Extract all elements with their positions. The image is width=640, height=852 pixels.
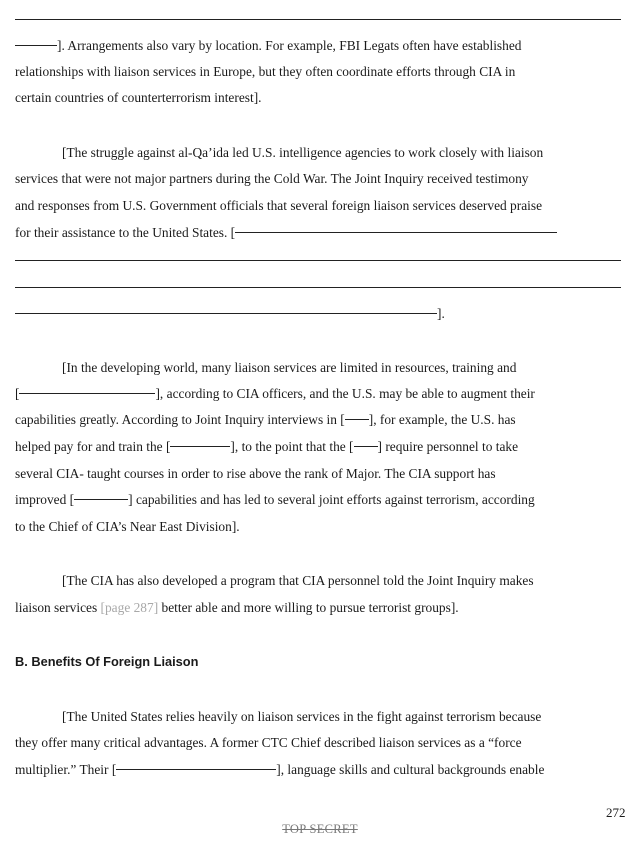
paragraph-3-line-5: several CIA- taught courses in order to rise above the rank of Major. The CIA support has	[15, 466, 496, 481]
paragraph-3-line-3: capabilities greatly. According to Joint Inquiry interviews in [ ], for example, the U.S. has	[15, 412, 516, 427]
page-number: 272	[606, 805, 626, 820]
section-heading: B. Benefits Of Foreign Liaison	[15, 654, 199, 669]
paragraph-4-line-1: [The CIA has also developed a program that CIA personnel told the Joint Inquiry makes	[62, 573, 534, 588]
redaction-bar	[74, 499, 128, 500]
redaction-bar	[235, 232, 557, 233]
redaction-bar	[345, 419, 369, 420]
paragraph-2-line-2: services that were not major partners during the Cold War. The Joint Inquiry received testimony	[15, 171, 529, 186]
paragraph-5-line-1: [The United States relies heavily on liaison services in the fight against terrorism because	[62, 709, 542, 724]
page-reference: [page 287]	[100, 600, 159, 615]
redaction-bar	[116, 769, 276, 770]
redaction-bar	[19, 393, 155, 394]
paragraph-5-line-2: they offer many critical advantages. A former CTC Chief described liaison services as a “force	[15, 735, 522, 750]
paragraph-1-line-2: relationships with liaison services in Europe, but they often coordinate efforts through CIA in	[15, 64, 516, 79]
paragraph-2-line-4: for their assistance to the United States. [	[15, 220, 625, 246]
paragraph-4-line-2: liaison services [page 287] better able and more willing to pursue terrorist groups].	[15, 600, 459, 615]
redacted-line	[15, 287, 621, 288]
paragraph-1-line-3: certain countries of counterterrorism interest].	[15, 90, 262, 105]
redaction-bar	[354, 446, 378, 447]
paragraph-2-line-1: [The struggle against al-Qa’ida led U.S. intelligence agencies to work closely with liaison	[62, 145, 544, 160]
paragraph-3-line-2: [ ], according to CIA officers, and the U.S. may be able to augment their	[15, 386, 535, 401]
paragraph-2-line-7: ].	[15, 301, 625, 327]
redaction-bar	[15, 45, 57, 46]
redacted-line	[15, 19, 621, 20]
paragraph-2-line-3: and responses from U.S. Government officials that several foreign liaison services deserved praise	[15, 198, 543, 213]
paragraph-3-line-6: improved [ ] capabilities and has led to several joint efforts against terrorism, according	[15, 492, 535, 507]
redacted-line	[15, 260, 621, 261]
redaction-bar	[15, 313, 437, 314]
paragraph-3-line-1: [In the developing world, many liaison services are limited in resources, training and	[62, 360, 517, 375]
paragraph-3-line-7: to the Chief of CIA’s Near East Division].	[15, 519, 240, 534]
classification-marking: TOP SECRET	[282, 822, 358, 836]
paragraph-1-line-1: ]. Arrangements also vary by location. For example, FBI Legats often have established	[15, 33, 625, 59]
paragraph-5-line-3: multiplier.” Their [ ], language skills and cultural backgrounds enable	[15, 762, 545, 777]
paragraph-3-line-4: helped pay for and train the [ ], to the point that the [ ] require personnel to take	[15, 439, 519, 454]
redaction-bar	[170, 446, 230, 447]
